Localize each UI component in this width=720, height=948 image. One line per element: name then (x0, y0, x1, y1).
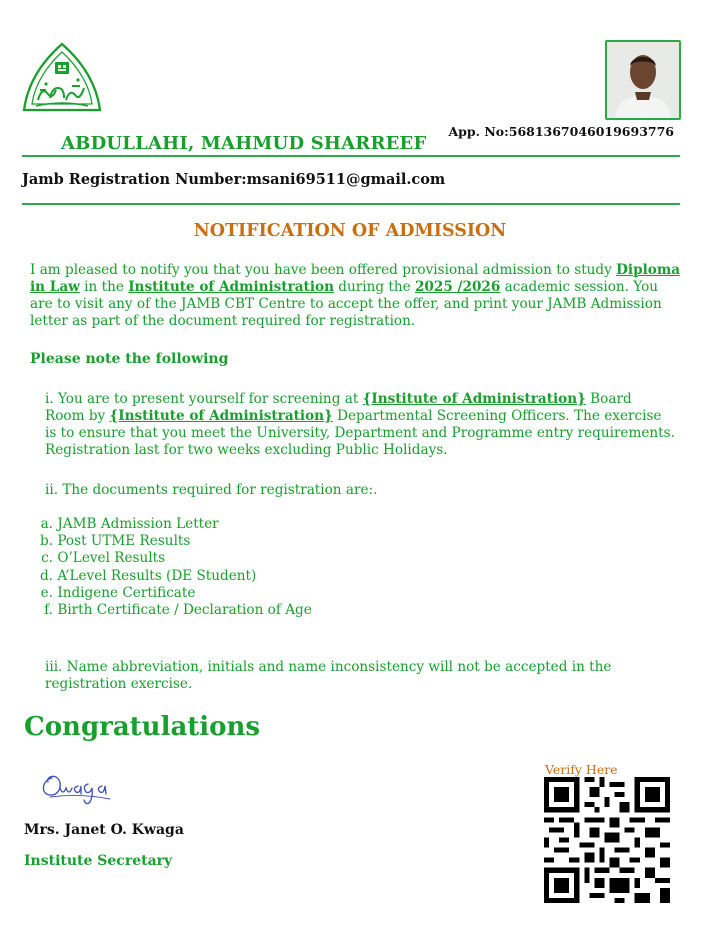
programme-name: Diploma in Law (30, 262, 681, 295)
note-item-name-consistency: iii. Name abbreviation, initials and name inconsistency will not be accepted in the registration exercise. (45, 659, 612, 692)
signatory-title: Institute Secretary (24, 853, 173, 869)
academic-session: 2025 /2026 (414, 279, 501, 295)
congratulations-heading: Congratulations (24, 712, 261, 742)
list-item (33, 550, 312, 567)
intro-text: academic session. You are to visit any of the JAMB CBT Centre to accept the offer, and print your JAMB Admission letter as part of the document required for registration. (30, 279, 662, 329)
note-item-screening (45, 391, 675, 459)
intro-text: I am pleased to notify you that you have been offered provisional admission to study (30, 262, 617, 278)
item-text: i. You are to present yourself for screening at (45, 391, 363, 407)
item-text: Departmental Screening Officers. The exercise is to ensure that you meet the University, Department and Programme entry requirements. Registration last for two weeks excluding Public Holidays. (45, 408, 675, 458)
list-marker: c. (41, 550, 53, 567)
list-marker: a. (40, 516, 53, 532)
divider-top (22, 155, 680, 157)
item-text: Board Room by (45, 391, 632, 424)
jamb-registration-number: Jamb Registration Number:msani69511@gmail.com (22, 171, 446, 188)
list-marker: f. (44, 601, 53, 618)
note-item-documents: ii. The documents required for registration are:. (45, 482, 378, 498)
institute-name: {Institute of Administration} (362, 391, 586, 407)
list-item-text: Indigene Certificate (57, 584, 196, 601)
student-passport-photo (605, 40, 681, 120)
list-marker: d. (39, 567, 53, 584)
admission-intro-paragraph (30, 262, 680, 330)
student-name: ABDULLAHI, MAHMUD SHARREEF (61, 133, 427, 154)
institute-name: {Institute of Administration} (109, 408, 333, 424)
signatory-name: Mrs. Janet O. Kwaga (24, 822, 184, 838)
required-documents-list (33, 516, 312, 619)
note-heading: Please note the following (30, 351, 229, 367)
list-item-text: JAMB Admission Letter (57, 516, 219, 532)
application-number: App. No:5681367046019693776 (448, 124, 674, 139)
list-item-text: O’Level Results (57, 550, 166, 567)
list-item (33, 533, 312, 550)
list-marker: b. (39, 533, 53, 550)
intro-text: in the (79, 279, 129, 295)
signature-image (38, 768, 134, 808)
list-item-text: Birth Certificate / Declaration of Age (57, 601, 312, 618)
university-crest-icon (20, 40, 104, 116)
verify-label: Verify Here (545, 762, 618, 777)
intro-text: during the (333, 279, 415, 295)
list-item-text: Post UTME Results (57, 533, 191, 550)
qr-code-icon[interactable] (544, 777, 670, 903)
list-marker: e. (40, 584, 53, 601)
list-item (33, 585, 312, 602)
list-item (33, 516, 312, 533)
divider-bottom (22, 203, 680, 205)
list-item-text: A’Level Results (DE Student) (57, 567, 257, 584)
list-item (33, 568, 312, 585)
page-title: NOTIFICATION OF ADMISSION (193, 221, 507, 241)
institute-name: Institute of Administration (128, 279, 334, 295)
list-item (33, 602, 312, 619)
